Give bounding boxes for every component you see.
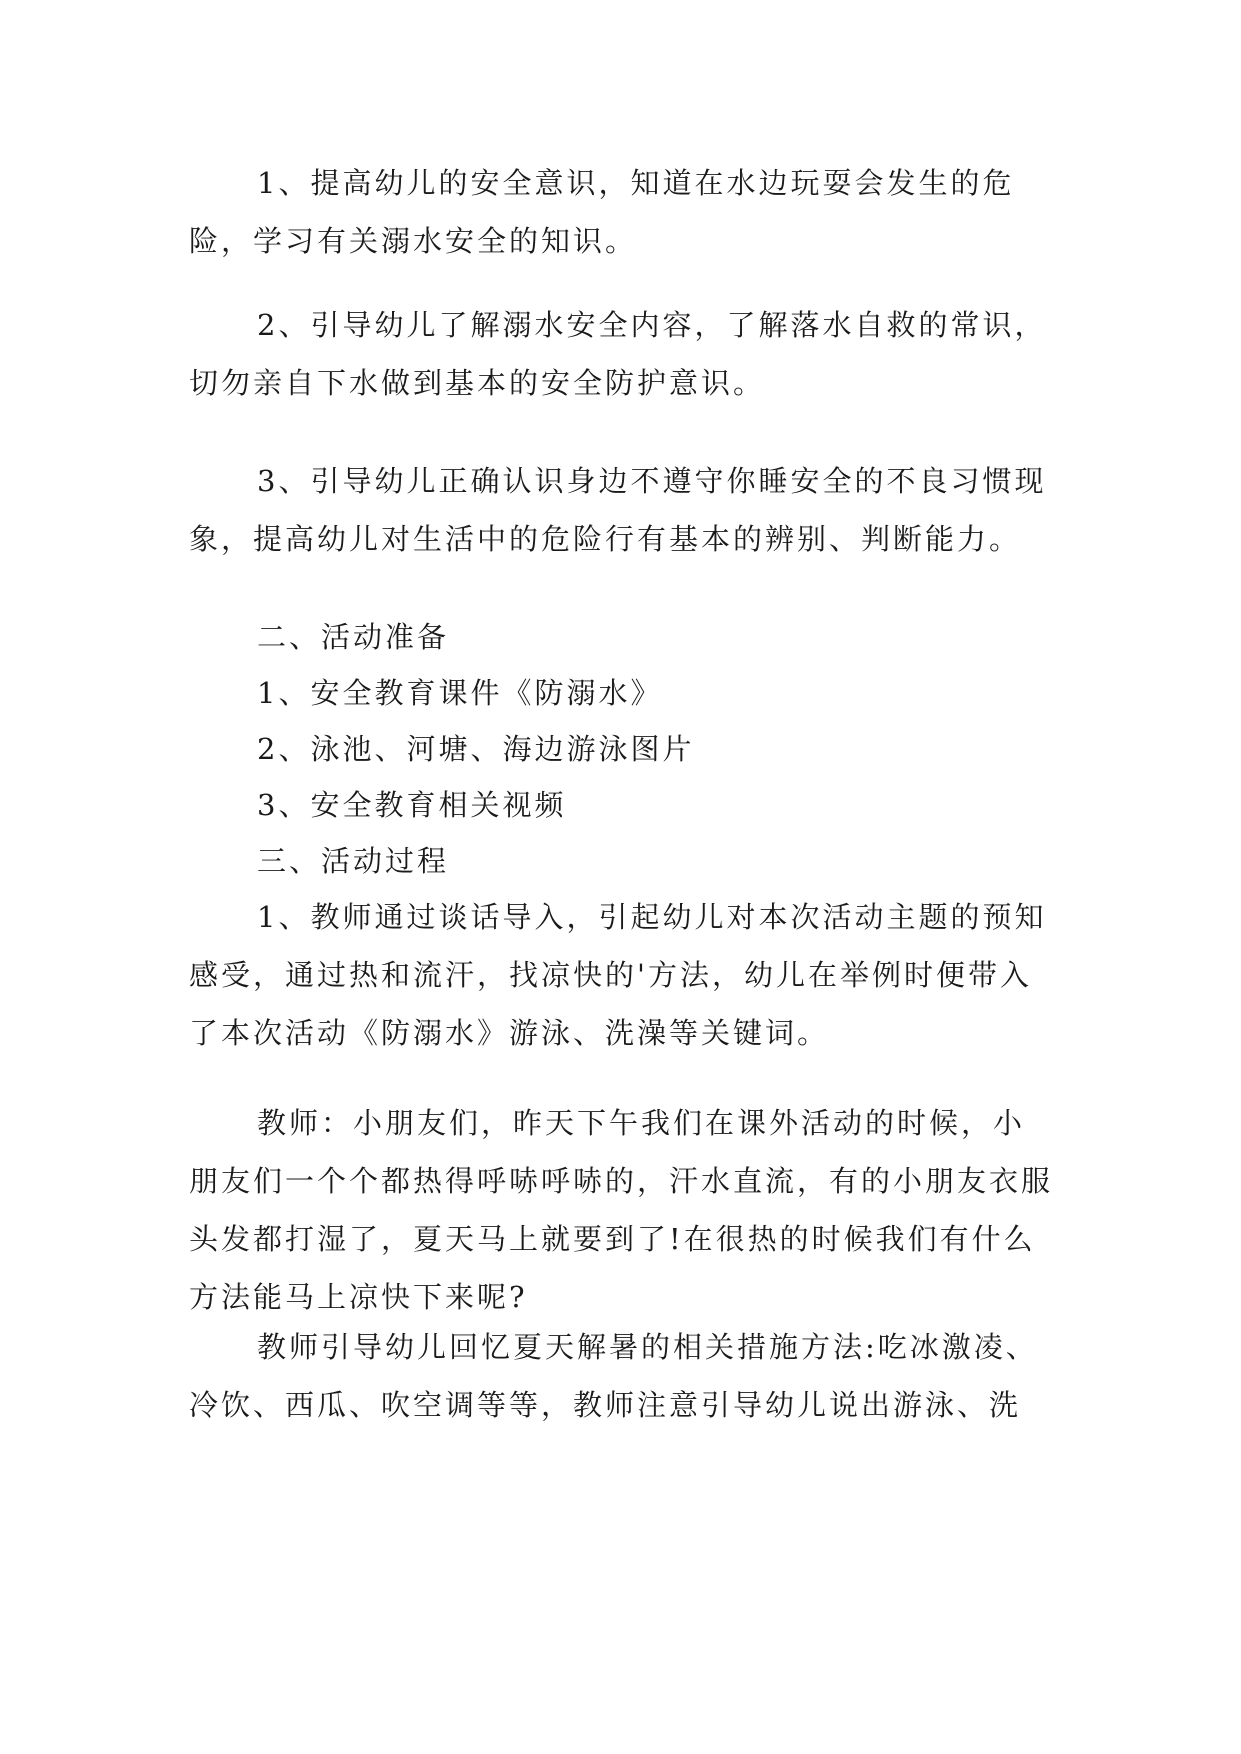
- teacher-speech-paragraph: 教师：小朋友们，昨天下午我们在课外活动的时候，小朋友们一个个都热得呼哧呼哧的，汗水直流，有的小朋友衣服头发都打湿了，夏天马上就要到了!在很热的时候我们有什么方法能马上凉快下来呢?: [189, 1106, 1054, 1314]
- teacher-guide-paragraph: 教师引导幼儿回忆夏天解暑的相关措施方法:吃冰激凌、冷饮、西瓜、吹空调等等，教师注意引导幼儿说出游泳、洗: [189, 1330, 1038, 1422]
- process-paragraph-1: 1、教师通过谈话导入，引起幼儿对本次活动主题的预知感受，通过热和流汗，找凉快的'方法，幼儿在举例时便带入了本次活动《防溺水》游泳、洗澡等关键词。: [189, 900, 1047, 1050]
- goal-paragraph-1: 1、提高幼儿的安全意识，知道在水边玩耍会发生的危险，学习有关溺水安全的知识。: [189, 166, 1015, 258]
- section-heading-preparation: 二、活动准备: [257, 620, 450, 654]
- section-heading-process: 三、活动过程: [257, 844, 450, 878]
- prep-item-1: 1、安全教育课件《防溺水》: [257, 676, 663, 710]
- goal-paragraph-2: 2、引导幼儿了解溺水安全内容，了解落水自救的常识，切勿亲自下水做到基本的安全防护意识。: [189, 308, 1047, 400]
- goal-paragraph-3: 3、引导幼儿正确认识身边不遵守你睡安全的不良习惯现象，提高幼儿对生活中的危险行有基本的辨别、判断能力。: [189, 464, 1047, 556]
- prep-item-3: 3、安全教育相关视频: [257, 788, 567, 822]
- prep-item-2: 2、泳池、河塘、海边游泳图片: [257, 732, 695, 766]
